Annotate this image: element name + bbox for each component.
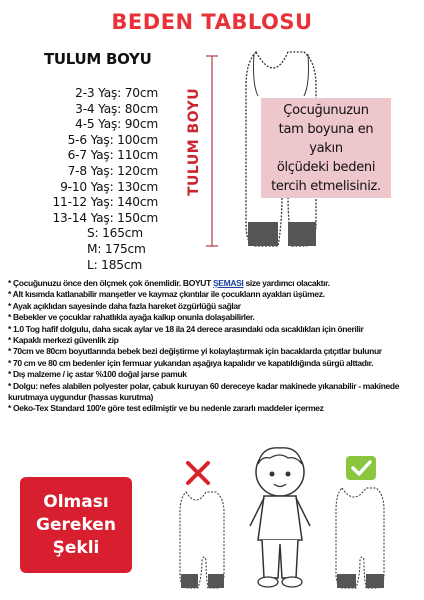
note-line: kurutmaya uygundur (hassas kurutma) — [8, 392, 154, 403]
size-row: 4-5 Yaş: 90cm — [75, 117, 158, 132]
note-line: * Kapaklı merkezi güvenlik zip — [8, 335, 119, 346]
note-line: * Dış malzeme / iç astar %100 doğal jarse pamuk — [8, 369, 187, 380]
badge-line: Şekli — [52, 537, 100, 558]
note-line: * Alt kısımda katlanabilir manşetler ve kaymaz çkıntılar ile çocukların ayakları üşümez. — [8, 289, 325, 300]
size-row: L: 185cm — [87, 257, 143, 272]
check-icon — [346, 456, 376, 480]
size-chart-subtitle: TULUM BOYU — [44, 50, 152, 68]
size-row: S: 165cm — [87, 226, 143, 241]
page-title: BEDEN TABLOSU — [111, 10, 313, 34]
size-row: M: 175cm — [87, 241, 146, 256]
size-row: 11-12 Yaş: 140cm — [52, 195, 158, 210]
note-line: * Çocuğunuzu önce den ölçmek çok önemlidir. BOYUT ŞEMASI size yardımcı olacaktır. — [8, 278, 330, 288]
wrong-fit-suit-icon — [176, 488, 230, 592]
note-line: * Oeko-Tex Standard 100'e göre test edilmiştir ve bu nedenle zararlı maddeler içermez — [8, 403, 324, 414]
advice-line: tam boyuna en yakın — [278, 121, 374, 156]
cross-icon — [184, 460, 212, 486]
size-row: 2-3 Yaş: 70cm — [75, 86, 158, 100]
leg-cuff-right — [288, 222, 316, 246]
size-row: 7-8 Yaş: 120cm — [67, 163, 158, 178]
size-chart-link[interactable]: ŞEMASI — [212, 278, 244, 288]
correct-shape-badge — [20, 477, 132, 573]
leg-cuff-left — [248, 222, 278, 246]
badge-line: Gereken — [36, 514, 116, 535]
advice-line: Çocuğunuzun — [283, 102, 369, 118]
advice-line: ölçüdeki bedeni — [276, 159, 376, 175]
size-row: 6-7 Yaş: 110cm — [67, 148, 158, 163]
size-row: 5-6 Yaş: 100cm — [67, 132, 158, 147]
note-line: * 70cm ve 80cm boyutlarında bebek bezi değiştirme yi kolaylaştırmak için bacaklarda çıtçıtlar bulunur — [8, 346, 382, 357]
advice-line: tercih etmelisiniz. — [271, 178, 381, 194]
size-list — [40, 86, 158, 273]
note-line: * Ayak açıklıdan sayesinde daha fazla hareket özgürlüğü sağlar — [8, 300, 241, 311]
size-row: 13-14 Yaş: 150cm — [52, 210, 158, 225]
product-notes — [8, 278, 420, 415]
advice-box — [261, 98, 391, 198]
note-line: * Bebekler ve çocuklar rahatlıkla ayağa kalkıp onunla dolaşabilirler. — [8, 312, 255, 323]
size-row: 9-10 Yaş: 130cm — [60, 179, 158, 194]
badge-line: Olması — [43, 491, 109, 512]
note-line: * 70 cm ve 80 cm bedenler için fermuar yukarıdan aşağıya kapalıdır ve kapatıldığında sürgü alttadır. — [8, 357, 374, 368]
size-row: 3-4 Yaş: 80cm — [75, 101, 158, 116]
correct-fit-suit-icon — [330, 484, 390, 592]
note-line: * Dolgu: nefes alabilen polyester polar, çabuk kuruyan 60 dereceye kadar makinede yıkanabilir - makinede — [8, 380, 400, 391]
vertical-measure-label: TULUM BOYU — [186, 87, 202, 196]
note-line: * 1.0 Tog hafif dolgulu, daha sıcak aylar ve 18 ila 24 derece arasındaki oda sıcaklıkları için önerilir — [8, 323, 364, 334]
child-illustration — [240, 440, 320, 592]
